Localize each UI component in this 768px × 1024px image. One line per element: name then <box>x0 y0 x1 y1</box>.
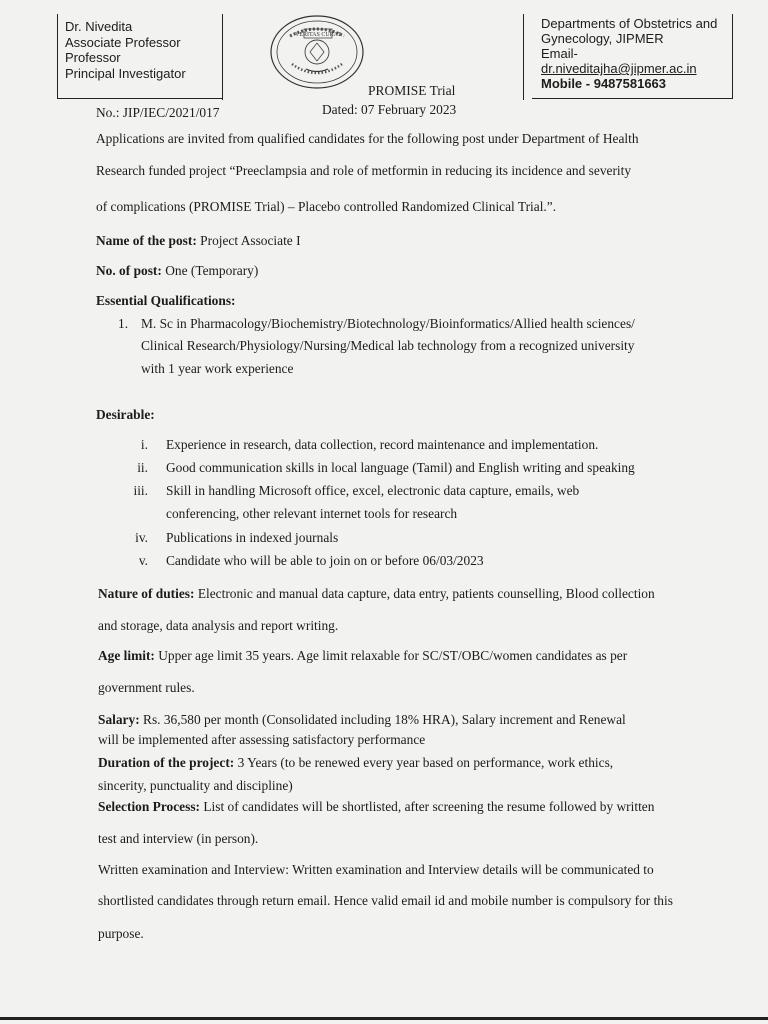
desirable-num-2: ii. <box>137 460 148 475</box>
desirable-item-1: Experience in research, data collection, record maintenance and implementation. <box>166 437 599 452</box>
desirable-num-1: i. <box>140 437 148 452</box>
post-name-value: Project Associate I <box>200 233 301 248</box>
duties-label: Nature of duties: <box>98 586 195 601</box>
written-label: Written examination and Interview: <box>98 862 289 877</box>
essential-line-3: with 1 year work experience <box>141 361 294 376</box>
desirable-item-5: Candidate who will be able to join on or before 06/03/2023 <box>166 553 484 568</box>
age-text-cont: government rules. <box>98 680 195 695</box>
age-label: Age limit: <box>98 648 155 663</box>
essential-line-1: M. Sc in Pharmacology/Biochemistry/Biotechnology/Bioinformatics/Allied health sciences/ <box>141 316 635 331</box>
duties-text: Electronic and manual data capture, data entry, patients counselling, Blood collection <box>197 586 655 601</box>
page-bottom-edge <box>0 1017 768 1020</box>
salary-text: Rs. 36,580 per month (Consolidated including 18% HRA), Salary increment and Renewal <box>143 712 626 727</box>
investigator-block <box>65 19 186 81</box>
reference-number: No.: JIP/IEC/2021/017 <box>96 105 220 120</box>
investigator-role-2: Professor <box>65 50 121 65</box>
post-count-row <box>96 263 258 279</box>
post-name-row <box>96 233 301 249</box>
investigator-name: Dr. Nivedita <box>65 19 133 34</box>
intro-line-1: Applications are invited from qualified candidates for the following post under Department of Health <box>96 131 639 146</box>
duration-label: Duration of the project: <box>98 755 235 770</box>
duration-text-cont: sincerity, punctuality and discipline) <box>98 778 293 793</box>
post-count-value: One (Temporary) <box>165 263 259 278</box>
salary-label: Salary: <box>98 712 140 727</box>
desirable-num-3: iii. <box>133 483 148 498</box>
duties-row <box>98 586 655 602</box>
mobile-number: Mobile - 9487581663 <box>541 76 667 91</box>
email-label: Email- <box>541 46 578 61</box>
written-text: Written examination and Interview details will be communicated to <box>292 862 654 877</box>
desirable-num-4: iv. <box>135 530 148 545</box>
intro-line-2: Research funded project “Preeclampsia and role of metformin in reducing its incidence and severity <box>96 163 632 178</box>
investigator-role-3: Principal Investigator <box>65 65 186 81</box>
age-text: Upper age limit 35 years. Age limit relaxable for SC/ST/OBC/women candidates as per <box>158 648 628 663</box>
desirable-item-4: Publications in indexed journals <box>166 530 339 545</box>
selection-text: List of candidates will be shortlisted, after screening the resume followed by written <box>203 799 655 814</box>
duties-text-cont: and storage, data analysis and report writing. <box>98 618 339 633</box>
header-divider-right <box>523 14 524 100</box>
investigator-role-1: Associate Professor <box>65 34 181 50</box>
written-text-cont: shortlisted candidates through return email. Hence valid email id and mobile number is compulsory for this <box>98 893 673 908</box>
department-line-1: Departments of Obstetrics and <box>541 16 718 31</box>
salary-row <box>98 712 626 728</box>
document-date: Dated: 07 February 2023 <box>322 102 457 117</box>
trial-title: PROMISE Trial <box>368 83 456 98</box>
post-name-label: Name of the post: <box>96 233 197 248</box>
desirable-heading: Desirable: <box>96 407 155 422</box>
desirable-item-3: Skill in handling Microsoft office, excel, electronic data capture, emails, web <box>166 483 580 498</box>
email-link[interactable]: dr.niveditajha@jipmer.ac.in <box>541 61 697 76</box>
selection-label: Selection Process: <box>98 799 201 814</box>
essential-number: 1. <box>118 316 129 331</box>
salary-text-cont: will be implemented after assessing satisfactory performance <box>98 732 426 747</box>
desirable-item-2: Good communication skills in local language (Tamil) and English writing and speaking <box>166 460 635 475</box>
age-row <box>98 648 627 664</box>
essential-heading: Essential Qualifications: <box>96 293 236 308</box>
seal-motto: VERITAS CURAT <box>294 32 342 38</box>
department-block <box>541 16 717 91</box>
desirable-num-5: v. <box>138 553 148 568</box>
post-count-label: No. of post: <box>96 263 162 278</box>
header-divider-left <box>222 14 223 100</box>
selection-text-cont: test and interview (in person). <box>98 831 259 846</box>
intro-line-3: of complications (PROMISE Trial) – Placebo controlled Randomized Clinical Trial.”. <box>96 199 557 214</box>
duration-row <box>98 755 613 771</box>
desirable-item-3-cont: conferencing, other relevant internet tools for research <box>166 506 458 521</box>
selection-row <box>98 799 654 815</box>
essential-line-2: Clinical Research/Physiology/Nursing/Medical lab technology from a recognized university <box>141 338 635 353</box>
duration-text: 3 Years (to be renewed every year based on performance, work ethics, <box>237 755 614 770</box>
jipmer-seal-logo <box>270 14 365 90</box>
written-text-cont-2: purpose. <box>98 926 144 941</box>
written-row <box>98 862 654 878</box>
department-line-2: Gynecology, JIPMER <box>541 31 664 46</box>
